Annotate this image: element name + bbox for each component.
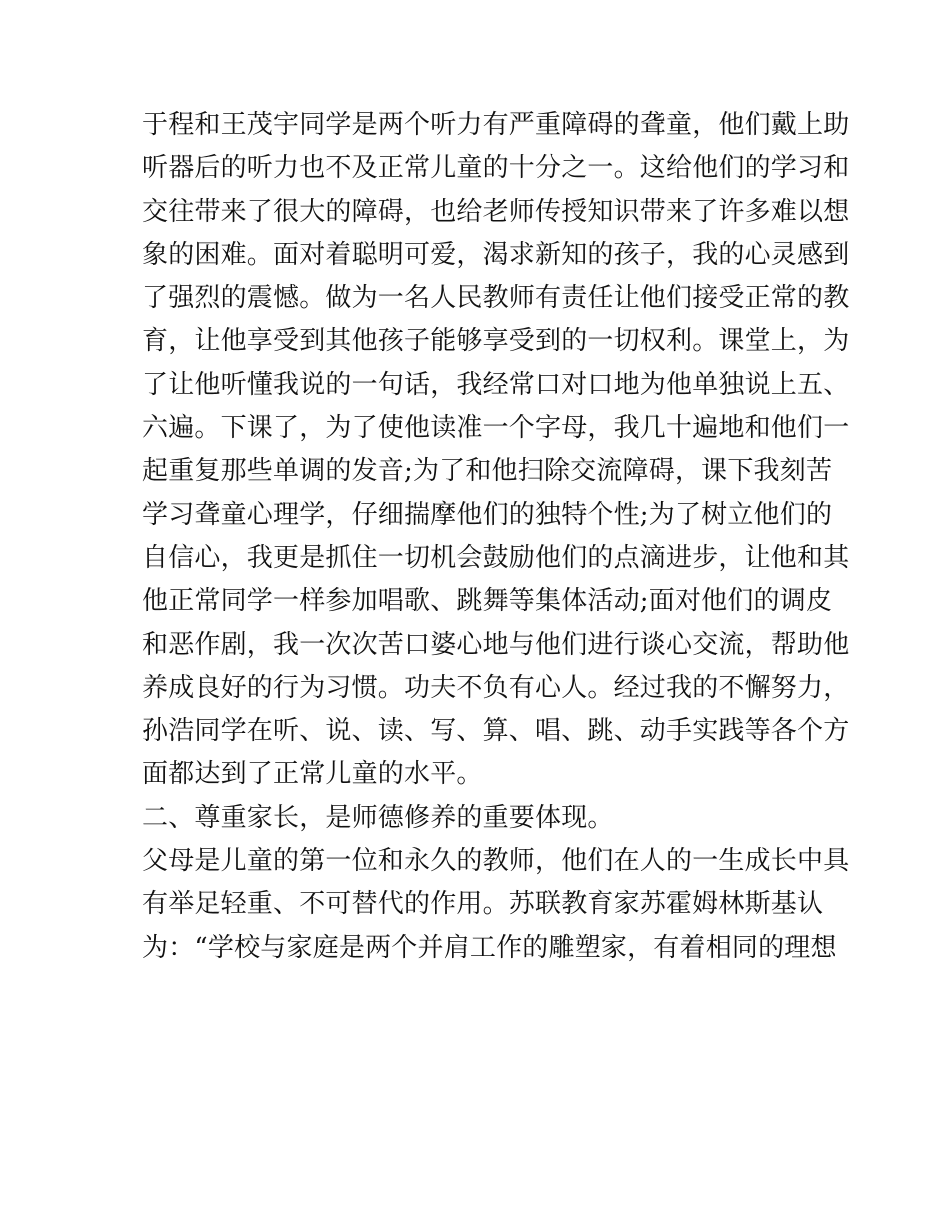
text-line: 为：“学校与家庭是两个并肩工作的雕塑家，有着相同的理想	[142, 932, 837, 963]
text-line: 起重复那些单调的发音;为了和他扫除交流障碍，课下我刻苦	[142, 456, 833, 487]
text-line: 自信心，我更是抓住一切机会鼓励他们的点滴进步，让他和其	[142, 542, 850, 573]
text-line: 了让他听懂我说的一句话，我经常口对口地为他单独说上五、	[142, 369, 850, 400]
text-line: 孙浩同学在听、说、读、写、算、唱、跳、动手实践等各个方	[142, 716, 850, 747]
text-line: 于程和王茂宇同学是两个听力有严重障碍的聋童，他们戴上助	[142, 110, 850, 140]
text-line: 交往带来了很大的障碍，也给老师传授知识带来了许多难以想	[142, 196, 850, 227]
text-line: 学习聋童心理学，仔细揣摩他们的独特个性;为了树立他们的	[142, 499, 833, 530]
text-line: 养成良好的行为习惯。功夫不负有心人。经过我的不懈努力，	[142, 672, 850, 703]
text-line: 六遍。下课了，为了使他读准一个字母，我几十遍地和他们一	[142, 413, 850, 444]
text-line: 象的困难。面对着聪明可爱，渴求新知的孩子，我的心灵感到	[142, 239, 850, 270]
section-heading: 二、尊重家长，是师德修养的重要体现。	[142, 802, 614, 833]
text-line: 了强烈的震憾。做为一名人民教师有责任让他们接受正常的教	[142, 283, 850, 314]
body-text	[142, 104, 850, 970]
text-line: 面都达到了正常儿童的水平。	[142, 759, 483, 790]
text-line: 育，让他享受到其他孩子能够享受到的一切权利。课堂上，为	[142, 326, 850, 357]
text-line: 他正常同学一样参加唱歌、跳舞等集体活动;面对他们的调皮	[142, 586, 833, 617]
text-line: 有举足轻重、不可替代的作用。苏联教育家苏霍姆林斯基认	[142, 889, 824, 920]
text-line: 和恶作剧，我一次次苦口婆心地与他们进行谈心交流，帮助他	[142, 629, 850, 660]
text-line: 听器后的听力也不及正常儿童的十分之一。这给他们的学习和	[142, 153, 850, 184]
text-line: 父母是儿童的第一位和永久的教师，他们在人的一生成长中具	[142, 846, 850, 877]
